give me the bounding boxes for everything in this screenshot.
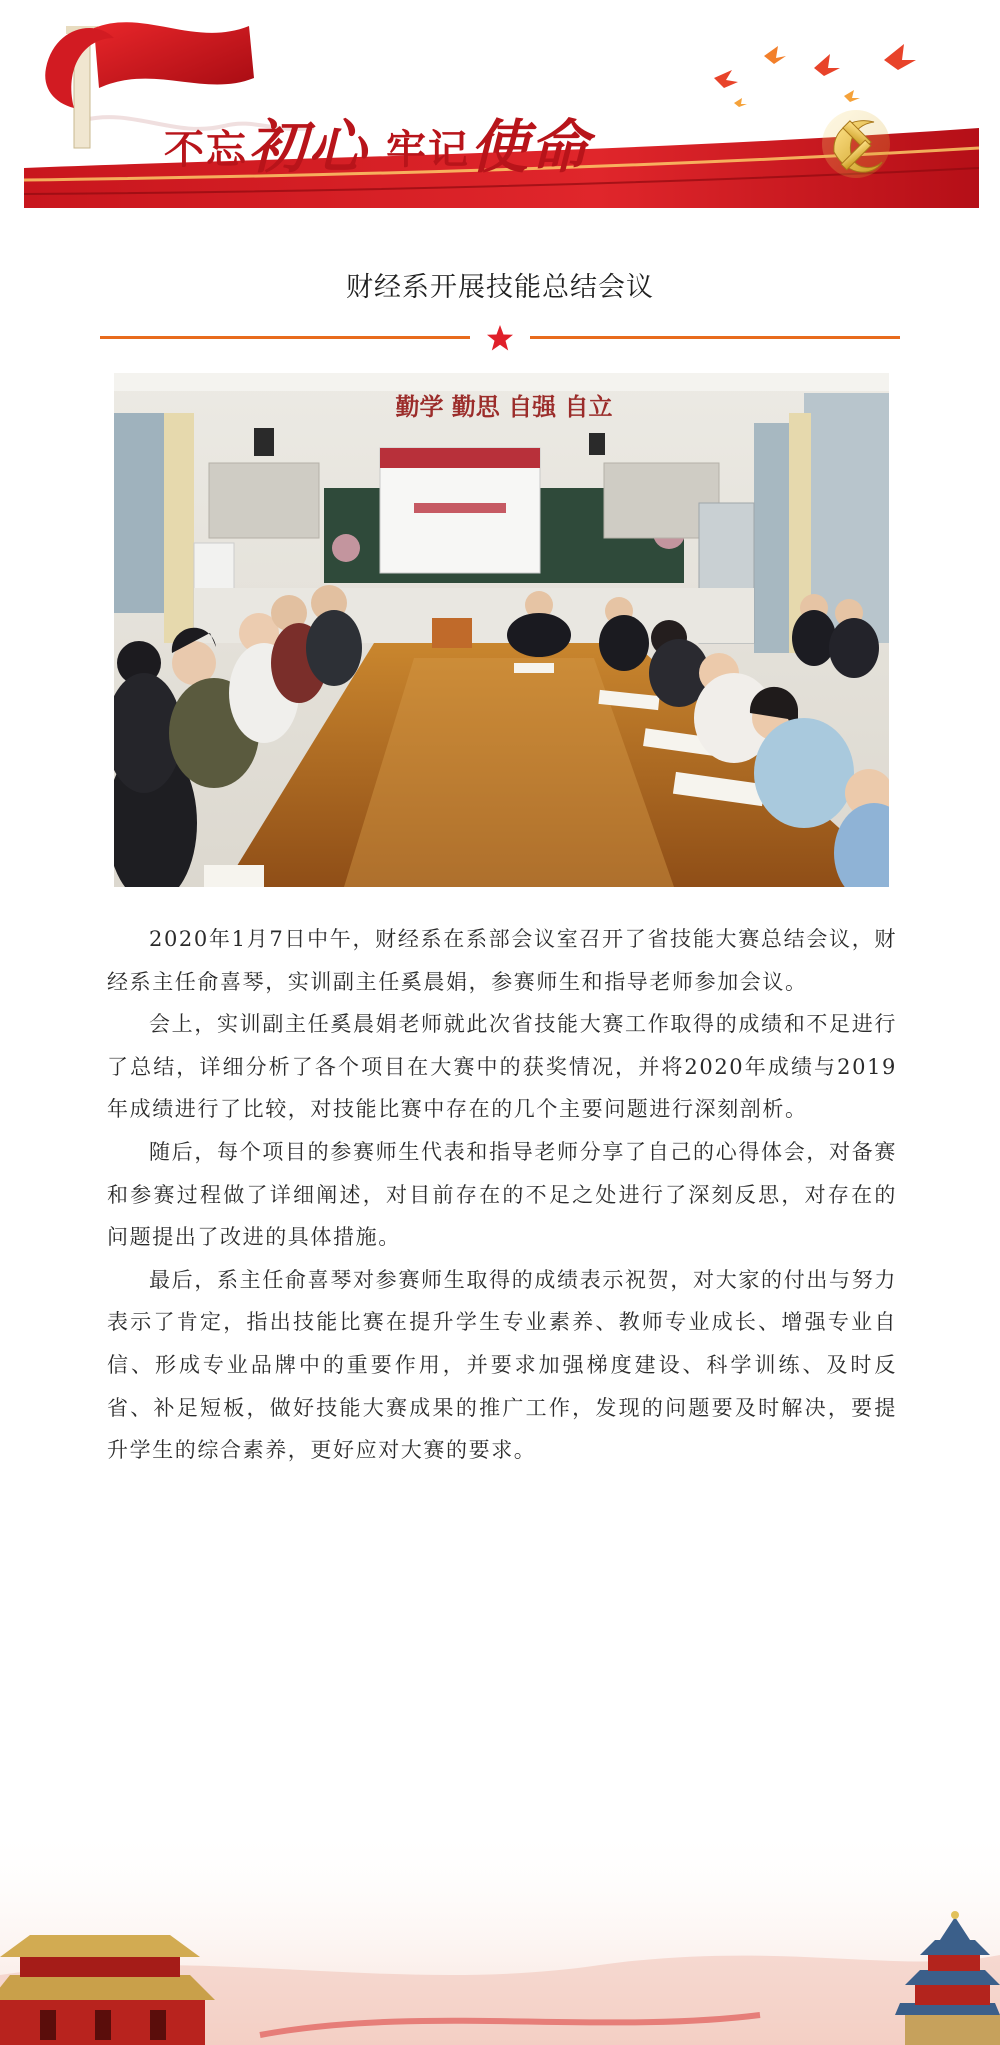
footer-decoration [0,1825,1000,2045]
wall-slogan: 勤学 勤思 自强 自立 [395,392,613,421]
tiananmen-gate-icon [0,1935,215,2045]
banner-slogan [164,100,764,180]
slogan-part: 不忘 [164,126,248,173]
article-body [107,918,897,1472]
slogan-part: 牢记 [386,126,471,173]
slogan-part: 使命 [470,113,591,181]
slogan-part: 初心 [248,113,369,181]
flying-doves-icon [714,44,916,107]
meeting-photo [114,373,889,887]
title-divider [100,326,900,350]
red-star-icon [486,324,514,352]
divider-line-right [530,336,900,339]
article-paragraph: 最后，系主任俞喜琴对参赛师生取得的成绩表示祝贺，对大家的付出与努力表示了肯定，指出技能比赛在提升学生专业素养、教师专业成长、增强专业自信、形成专业品牌中的重要作用，并要求加强梯度建设、科学训练、及时反省、补足短板，做好技能大赛成果的推广工作，发现的问题要及时解决，要提升学生的综合素养，更好应对大赛的要求。 [107,1267,897,1463]
header-banner [24,8,979,216]
hammer-sickle-icon [822,110,890,178]
article-paragraph: 2020年1月7日中午，财经系在系部会议室召开了省技能大赛总结会议，财经系主任俞喜琴，实训副主任奚晨娟，参赛师生和指导老师参加会议。 [107,927,897,994]
article-paragraph: 会上，实训副主任奚晨娟老师就此次省技能大赛工作取得的成绩和不足进行了总结，详细分析了各个项目在大赛中的获奖情况，并将2020年成绩与2019年成绩进行了比较，对技能比赛中存在的几个主要问题进行深刻剖析。 [107,1012,897,1122]
article-paragraph: 随后，每个项目的参赛师生代表和指导老师分享了自己的心得体会，对备赛和参赛过程做了详细阐述，对目前存在的不足之处进行了深刻反思，对存在的问题提出了改进的具体措施。 [107,1139,897,1250]
divider-line-left [100,336,470,339]
article-title: 财经系开展技能总结会议 [346,272,654,303]
